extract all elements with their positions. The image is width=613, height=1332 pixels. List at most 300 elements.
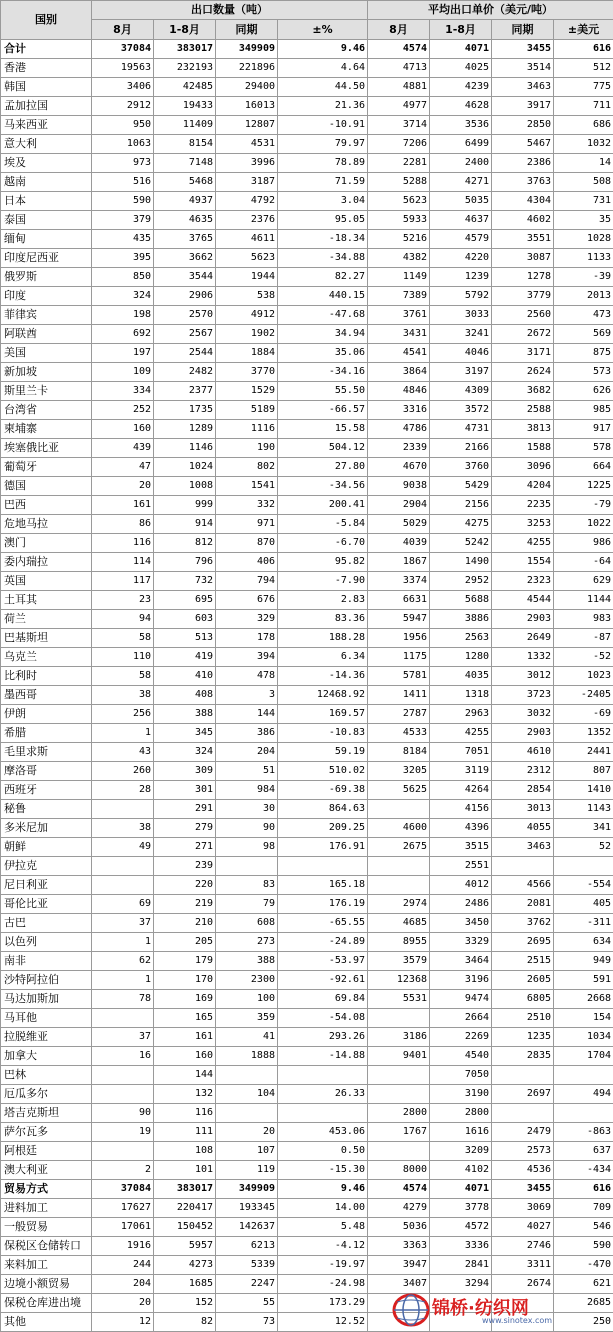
table-cell: 3316	[368, 401, 430, 420]
table-cell: 4600	[368, 819, 430, 838]
table-cell: 4156	[430, 800, 492, 819]
table-cell: 8000	[368, 1161, 430, 1180]
table-cell: 345	[154, 724, 216, 743]
table-cell: 2664	[430, 1009, 492, 1028]
table-cell: 21.36	[278, 97, 368, 116]
table-cell	[492, 1104, 554, 1123]
row-label: 新加坡	[1, 363, 92, 382]
table-cell: 3033	[430, 306, 492, 325]
table-cell: 5781	[368, 667, 430, 686]
table-cell: 69	[92, 895, 154, 914]
table-cell: 142637	[216, 1218, 278, 1237]
table-cell: 28	[92, 781, 154, 800]
table-cell: 2685	[554, 1294, 613, 1313]
table-cell: 1144	[554, 591, 613, 610]
table-row	[1, 876, 613, 895]
table-cell: 329	[216, 610, 278, 629]
table-cell: -5.84	[278, 515, 368, 534]
table-cell: 1541	[216, 477, 278, 496]
table-cell: 3329	[430, 933, 492, 952]
table-cell: 2510	[492, 1009, 554, 1028]
table-cell: 193345	[216, 1199, 278, 1218]
table-cell: 3209	[430, 1142, 492, 1161]
table-cell: 4846	[368, 382, 430, 401]
table-cell: 3450	[430, 914, 492, 933]
table-row	[1, 230, 613, 249]
table-cell: 3514	[492, 59, 554, 78]
table-cell: 603	[154, 610, 216, 629]
table-cell: 1133	[554, 249, 613, 268]
table-cell	[368, 800, 430, 819]
table-cell: 626	[554, 382, 613, 401]
table-cell: 2081	[492, 895, 554, 914]
table-cell: 1024	[154, 458, 216, 477]
table-cell: 3770	[216, 363, 278, 382]
globe-logo-icon	[390, 1291, 432, 1329]
table-cell: 2624	[492, 363, 554, 382]
table-cell: 198	[92, 306, 154, 325]
table-cell: 3012	[492, 667, 554, 686]
row-label: 保税仓库进出境	[1, 1294, 92, 1313]
table-cell: 16	[92, 1047, 154, 1066]
table-cell: 20	[216, 1123, 278, 1142]
table-cell: 686	[554, 116, 613, 135]
table-cell: 55	[216, 1294, 278, 1313]
table-cell: 94	[92, 610, 154, 629]
table-cell: 1	[92, 933, 154, 952]
table-row	[1, 1066, 613, 1085]
table-cell: 79	[216, 895, 278, 914]
table-row	[1, 1047, 613, 1066]
table-cell: 100	[216, 990, 278, 1009]
table-cell: 2800	[368, 1104, 430, 1123]
table-row	[1, 1237, 613, 1256]
table-row	[1, 1142, 613, 1161]
table-row	[1, 306, 613, 325]
table-cell: 1332	[492, 648, 554, 667]
table-cell: 3886	[430, 610, 492, 629]
table-cell: 2573	[492, 1142, 554, 1161]
table-cell	[368, 1142, 430, 1161]
table-cell: 252	[92, 401, 154, 420]
table-cell: 435	[92, 230, 154, 249]
table-cell: 692	[92, 325, 154, 344]
table-cell: 864.63	[278, 800, 368, 819]
table-row	[1, 496, 613, 515]
table-cell	[92, 1066, 154, 1085]
table-cell: 169.57	[278, 705, 368, 724]
table-cell: 83	[216, 876, 278, 895]
table-row	[1, 135, 613, 154]
table-cell: 4602	[492, 211, 554, 230]
table-cell: 2567	[154, 325, 216, 344]
table-cell: 802	[216, 458, 278, 477]
table-row	[1, 762, 613, 781]
row-label: 哥伦比亚	[1, 895, 92, 914]
table-cell: 1867	[368, 553, 430, 572]
table-row	[1, 534, 613, 553]
table-cell: 608	[216, 914, 278, 933]
table-cell: -863	[554, 1123, 613, 1142]
table-cell: 419	[154, 648, 216, 667]
table-cell: 4071	[430, 1180, 492, 1199]
subheader-cell: 同期	[492, 20, 554, 40]
table-cell: 590	[554, 1237, 613, 1256]
table-cell: 38	[92, 686, 154, 705]
row-label: 古巴	[1, 914, 92, 933]
table-cell: 591	[554, 971, 613, 990]
table-cell: 20	[92, 477, 154, 496]
table-cell: 349909	[216, 40, 278, 59]
table-cell: 4396	[430, 819, 492, 838]
table-cell: 513	[154, 629, 216, 648]
table-cell: 5933	[368, 211, 430, 230]
table-cell: 95.82	[278, 553, 368, 572]
row-label: 阿联酋	[1, 325, 92, 344]
table-cell: 870	[216, 534, 278, 553]
table-cell: 41	[216, 1028, 278, 1047]
table-cell: 8184	[368, 743, 430, 762]
table-cell	[554, 1066, 613, 1085]
table-cell: 205	[154, 933, 216, 952]
row-label: 伊拉克	[1, 857, 92, 876]
table-cell: 1280	[430, 648, 492, 667]
row-label: 埃及	[1, 154, 92, 173]
table-cell: 3662	[154, 249, 216, 268]
table-cell: 78	[92, 990, 154, 1009]
table-cell: 2166	[430, 439, 492, 458]
row-label: 澳大利亚	[1, 1161, 92, 1180]
table-cell: 634	[554, 933, 613, 952]
table-cell: 3778	[430, 1199, 492, 1218]
table-cell: 58	[92, 667, 154, 686]
table-cell: 3190	[430, 1085, 492, 1104]
table-cell: 4574	[368, 40, 430, 59]
table-cell: 4713	[368, 59, 430, 78]
table-row	[1, 192, 613, 211]
table-cell: 731	[554, 192, 613, 211]
table-cell: 1902	[216, 325, 278, 344]
table-cell: 984	[216, 781, 278, 800]
table-row	[1, 838, 613, 857]
row-label: 巴西	[1, 496, 92, 515]
table-cell: 917	[554, 420, 613, 439]
table-cell: 27.80	[278, 458, 368, 477]
table-cell: 4055	[492, 819, 554, 838]
table-row	[1, 1256, 613, 1275]
table-cell: 324	[154, 743, 216, 762]
table-cell: 4027	[492, 1218, 554, 1237]
table-cell: 2746	[492, 1237, 554, 1256]
table-cell: 875	[554, 344, 613, 363]
table-cell: 104	[216, 1085, 278, 1104]
table-cell	[92, 800, 154, 819]
table-row	[1, 1199, 613, 1218]
table-cell: -15.30	[278, 1161, 368, 1180]
table-cell: 732	[154, 572, 216, 591]
table-cell: 3455	[492, 1180, 554, 1199]
table-row	[1, 1085, 613, 1104]
table-row	[1, 116, 613, 135]
table-cell: 29400	[216, 78, 278, 97]
table-cell: 5242	[430, 534, 492, 553]
table-row	[1, 971, 613, 990]
table-cell: 538	[216, 287, 278, 306]
subheader-cell: 1-8月	[154, 20, 216, 40]
table-cell: 3406	[92, 78, 154, 97]
table-cell: 6.34	[278, 648, 368, 667]
subheader-cell: 8月	[368, 20, 430, 40]
table-row	[1, 781, 613, 800]
table-cell: 395	[92, 249, 154, 268]
table-cell: -24.98	[278, 1275, 368, 1294]
row-label: 秘鲁	[1, 800, 92, 819]
table-cell: 999	[154, 496, 216, 515]
table-cell: 154	[554, 1009, 613, 1028]
table-cell: 4035	[430, 667, 492, 686]
table-cell: 6805	[492, 990, 554, 1009]
table-cell: 3714	[368, 116, 430, 135]
table-cell: 1034	[554, 1028, 613, 1047]
table-cell: 4977	[368, 97, 430, 116]
row-label: 尼日利亚	[1, 876, 92, 895]
table-cell: 4.64	[278, 59, 368, 78]
subheader-cell: 8月	[92, 20, 154, 40]
table-cell: 578	[554, 439, 613, 458]
table-cell: -34.88	[278, 249, 368, 268]
table-cell: 1767	[368, 1123, 430, 1142]
table-cell: 386	[216, 724, 278, 743]
table-cell	[368, 1009, 430, 1028]
table-cell: 3374	[368, 572, 430, 591]
table-cell: 107	[216, 1142, 278, 1161]
table-cell: 5216	[368, 230, 430, 249]
table-cell: 7051	[430, 743, 492, 762]
table-cell: 4536	[492, 1161, 554, 1180]
table-cell: 4046	[430, 344, 492, 363]
table-cell: 260	[92, 762, 154, 781]
table-cell: 5468	[154, 173, 216, 192]
table-cell: 4912	[216, 306, 278, 325]
table-row	[1, 211, 613, 230]
table-cell: 2486	[430, 895, 492, 914]
table-row	[1, 1180, 613, 1199]
table-cell: 71.59	[278, 173, 368, 192]
table-cell: 161	[154, 1028, 216, 1047]
table-cell: 4566	[492, 876, 554, 895]
row-label: 加拿大	[1, 1047, 92, 1066]
table-cell: 2903	[492, 724, 554, 743]
row-label: 土耳其	[1, 591, 92, 610]
table-cell: 3765	[154, 230, 216, 249]
table-cell: -65.55	[278, 914, 368, 933]
table-cell: 1008	[154, 477, 216, 496]
table-cell: 116	[154, 1104, 216, 1123]
table-cell: 4610	[492, 743, 554, 762]
table-cell: 3455	[492, 40, 554, 59]
table-cell: 14	[554, 154, 613, 173]
table-cell: 9038	[368, 477, 430, 496]
table-cell: 293.26	[278, 1028, 368, 1047]
table-cell: 1884	[216, 344, 278, 363]
country-header: 国别	[1, 1, 92, 40]
table-cell: 82.27	[278, 268, 368, 287]
table-cell: 160	[92, 420, 154, 439]
table-cell: 1529	[216, 382, 278, 401]
table-cell: 3241	[430, 325, 492, 344]
table-row	[1, 382, 613, 401]
table-cell: 695	[154, 591, 216, 610]
table-cell: 90	[92, 1104, 154, 1123]
table-cell: 3579	[368, 952, 430, 971]
table-cell: 250	[554, 1313, 613, 1332]
table-cell: 1175	[368, 648, 430, 667]
table-cell: 453.06	[278, 1123, 368, 1142]
table-cell: 1022	[554, 515, 613, 534]
table-cell: 3572	[430, 401, 492, 420]
table-cell: 176.91	[278, 838, 368, 857]
table-cell: 4572	[430, 1218, 492, 1237]
row-label: 拉脱维亚	[1, 1028, 92, 1047]
table-cell: 55.50	[278, 382, 368, 401]
row-label: 孟加拉国	[1, 97, 92, 116]
table-cell: -64	[554, 553, 613, 572]
table-cell: -10.83	[278, 724, 368, 743]
table-cell: 1735	[154, 401, 216, 420]
table-cell: 209.25	[278, 819, 368, 838]
table-cell: 590	[92, 192, 154, 211]
table-cell: 971	[216, 515, 278, 534]
table-cell: 510.02	[278, 762, 368, 781]
table-cell	[492, 857, 554, 876]
table-cell: 4025	[430, 59, 492, 78]
table-cell	[92, 876, 154, 895]
table-cell: -39	[554, 268, 613, 287]
table-cell: 440.15	[278, 287, 368, 306]
table-cell: 3515	[430, 838, 492, 857]
table-cell: 271	[154, 838, 216, 857]
table-cell: 4540	[430, 1047, 492, 1066]
table-row	[1, 458, 613, 477]
table-cell: 950	[92, 116, 154, 135]
row-label: 台湾省	[1, 401, 92, 420]
table-cell: -19.97	[278, 1256, 368, 1275]
table-cell: 111	[154, 1123, 216, 1142]
table-row	[1, 1123, 613, 1142]
table-cell: 244	[92, 1256, 154, 1275]
table-cell: 109	[92, 363, 154, 382]
table-cell: 573	[554, 363, 613, 382]
table-cell: 1410	[554, 781, 613, 800]
table-cell: -92.61	[278, 971, 368, 990]
table-cell: 4239	[430, 78, 492, 97]
table-cell: 2674	[492, 1275, 554, 1294]
table-cell: 709	[554, 1199, 613, 1218]
table-cell: 34.94	[278, 325, 368, 344]
table-cell: 4071	[430, 40, 492, 59]
table-cell: 1318	[430, 686, 492, 705]
table-cell: 4309	[430, 382, 492, 401]
row-label: 边境小额贸易	[1, 1275, 92, 1294]
table-row	[1, 724, 613, 743]
table-cell: 1	[92, 971, 154, 990]
table-cell: 239	[154, 857, 216, 876]
row-label: 英国	[1, 572, 92, 591]
table-cell: 1490	[430, 553, 492, 572]
table-cell: 3761	[368, 306, 430, 325]
table-cell: -53.97	[278, 952, 368, 971]
table-cell: 324	[92, 287, 154, 306]
table-cell: 44.50	[278, 78, 368, 97]
table-row	[1, 78, 613, 97]
table-cell: 3196	[430, 971, 492, 990]
table-cell: -7.90	[278, 572, 368, 591]
table-cell: 273	[216, 933, 278, 952]
subheader-cell: 1-8月	[430, 20, 492, 40]
table-cell: 949	[554, 952, 613, 971]
table-cell	[278, 1104, 368, 1123]
table-cell: 17061	[92, 1218, 154, 1237]
table-cell: 2912	[92, 97, 154, 116]
table-cell: 2605	[492, 971, 554, 990]
table-cell: 711	[554, 97, 613, 116]
table-cell: -52	[554, 648, 613, 667]
table-cell	[216, 1104, 278, 1123]
table-cell: -24.89	[278, 933, 368, 952]
table-row	[1, 40, 613, 59]
table-cell: 82	[154, 1313, 216, 1332]
table-cell: 1225	[554, 477, 613, 496]
table-cell	[278, 857, 368, 876]
row-label: 越南	[1, 173, 92, 192]
table-cell: 7050	[430, 1066, 492, 1085]
table-cell: 5531	[368, 990, 430, 1009]
table-cell: 405	[554, 895, 613, 914]
row-label: 保税区仓储转口	[1, 1237, 92, 1256]
table-cell: 4271	[430, 173, 492, 192]
table-cell: 2515	[492, 952, 554, 971]
table-cell: 4670	[368, 458, 430, 477]
table-cell: 546	[554, 1218, 613, 1237]
table-cell: 2835	[492, 1047, 554, 1066]
table-cell: 3363	[368, 1237, 430, 1256]
table-cell: 3205	[368, 762, 430, 781]
table-cell: -554	[554, 876, 613, 895]
table-cell: 4579	[430, 230, 492, 249]
table-cell: 616	[554, 40, 613, 59]
table-cell: 101	[154, 1161, 216, 1180]
table-cell: 2800	[430, 1104, 492, 1123]
table-cell: 8154	[154, 135, 216, 154]
table-cell: 3536	[430, 116, 492, 135]
table-cell: 1	[92, 724, 154, 743]
table-cell: 2269	[430, 1028, 492, 1047]
table-cell: 3171	[492, 344, 554, 363]
row-label: 意大利	[1, 135, 92, 154]
table-cell: 90	[216, 819, 278, 838]
table-cell: 2850	[492, 116, 554, 135]
table-row	[1, 1161, 613, 1180]
table-cell: 5467	[492, 135, 554, 154]
table-cell: 119	[216, 1161, 278, 1180]
table-cell: 150452	[154, 1218, 216, 1237]
table-cell: 4279	[368, 1199, 430, 1218]
table-cell: 1289	[154, 420, 216, 439]
table-cell: 3760	[430, 458, 492, 477]
table-cell: 165	[154, 1009, 216, 1028]
table-cell: 1704	[554, 1047, 613, 1066]
table-cell: 179	[154, 952, 216, 971]
